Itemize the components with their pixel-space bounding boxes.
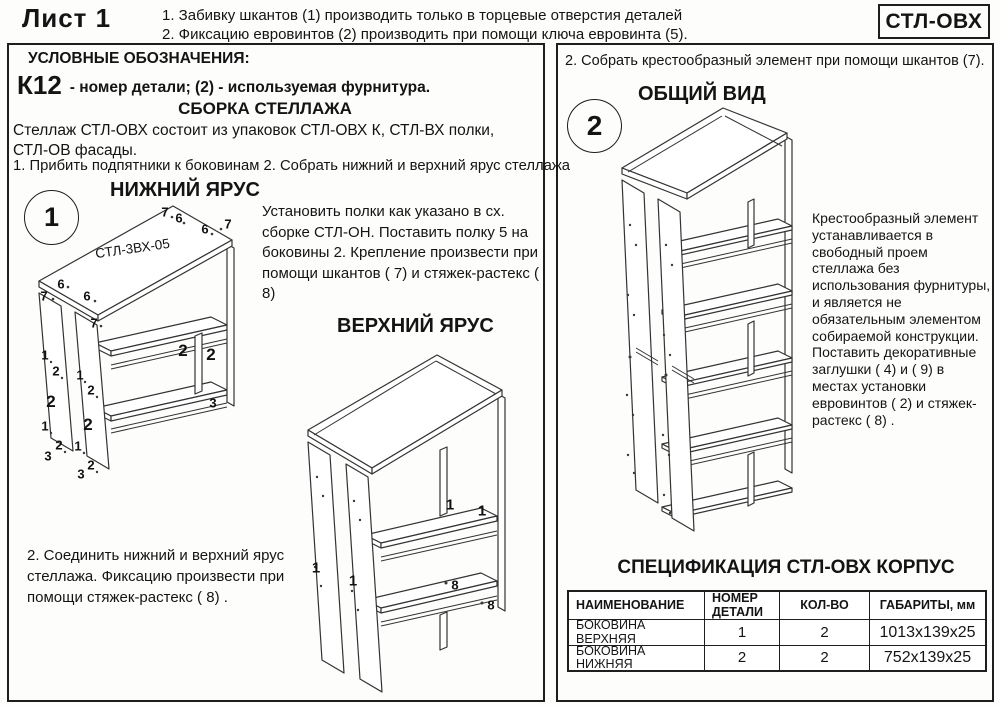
legend-part-code: К12 <box>17 70 62 100</box>
diagram-number-label: 6 <box>83 288 91 304</box>
spec-title: СПЕЦИФИКАЦИЯ СТЛ-ОВХ КОРПУС <box>617 557 955 578</box>
spec-row1-qty: 2 <box>779 619 869 645</box>
cross-element-note: Крестообразный элемент устанавливается в свободный проем стеллажа без использования фурнитуры, и является не обязательным элементом собираемой конструкции. Поставить декоративные заглушки ( 4) и ( 9) в местах установки евровинтов ( 2) и стяжек-растекс ( 8) . <box>812 210 991 428</box>
diagram-number-label: 1 <box>76 367 84 383</box>
legend-text: - номер детали; (2) - используемая фурнитура. <box>69 79 431 96</box>
upper-tier-diagram <box>290 345 545 700</box>
spec-row2-name: БОКОВИНА НИЖНЯЯ <box>569 645 704 670</box>
diagram-number-label: 1 <box>74 438 82 454</box>
legend-line <box>17 70 537 101</box>
header-note-1: 1. Забивку шкантов (1) производить только в торцевые отверстия деталей <box>162 7 683 24</box>
intro-text: Стеллаж СТЛ-ОВХ состоит из упаковок СТЛ-ОВХ К, СТЛ-ВХ полки, СТЛ-ОВ фасады. <box>13 122 495 159</box>
product-code-box <box>878 4 990 39</box>
diagram-number-label: 7 <box>224 216 232 232</box>
spec-header-part-no: НОМЕР ДЕТАЛИ <box>704 592 779 619</box>
spec-table <box>567 590 987 672</box>
diagram-number-label: 1 <box>41 347 49 363</box>
sheet-label: Лист 1 <box>22 3 112 33</box>
upper-tier-title: ВЕРХНИЙ ЯРУС <box>337 315 494 337</box>
diagram-number-label: 6 <box>201 221 209 237</box>
header-note-2: 2. Фиксацию евровинтов (2) производить при помощи ключа евровинта (5). <box>162 26 688 43</box>
diagram-number-label: 2 <box>87 457 95 473</box>
diagram-number-label: 3 <box>77 466 85 482</box>
diagram-number-label: 1 <box>311 559 321 577</box>
diagram-number-label: 2 <box>83 415 93 434</box>
product-code: СТЛ-ОВХ <box>885 9 983 33</box>
diagram-number-label: 1 <box>348 572 358 590</box>
general-view-drawing <box>600 105 810 550</box>
diagram-number-label: 3 <box>44 448 52 464</box>
step-circle-2-number: 2 <box>586 110 603 141</box>
diagram-number-label: 7 <box>161 204 169 220</box>
diagram-number-label: 7 <box>40 288 48 304</box>
diagram-number-label: 1 <box>477 502 487 520</box>
spec-row1-name: БОКОВИНА ВЕРХНЯЯ <box>569 619 704 645</box>
diagram-number-label: 2 <box>46 392 56 411</box>
join-tiers-note: 2. Соединить нижний и верхний ярус стеллажа. Фиксацию произвести при помощи стяжек-растекс ( 8) . <box>27 547 285 606</box>
diagram-number-label: 2 <box>87 382 95 398</box>
diagram-number-label: 1 <box>41 418 49 434</box>
shelf-install-note: Установить полки как указано в сх. сборке СТЛ-ОН. Поставить полку 5 на боковины 2. Крепление произвести при помощи шкантов ( 7) и стяжек-растекс ( 8) <box>262 203 540 302</box>
diagram-number-label: 6 <box>57 276 65 292</box>
step1-text: 1. Прибить подпятники к боковинам 2. Собрать нижний и верхний ярус стеллажа <box>13 158 571 174</box>
step2-text: 2. Собрать крестообразный элемент при помощи шкантов (7). <box>565 53 985 69</box>
diagram-number-label: 2 <box>178 341 188 360</box>
spec-row1-dims: 1013х139х25 <box>869 619 985 645</box>
diagram-number-label: 6 <box>175 210 183 226</box>
lower-tier-diagram <box>15 195 265 495</box>
diagram-number-label: 8 <box>451 577 459 593</box>
legend-title: УСЛОВНЫЕ ОБОЗНАЧЕНИЯ: <box>28 50 250 67</box>
spec-row2-dims: 752х139х25 <box>869 645 985 670</box>
lower-tier-title: НИЖНИЙ ЯРУС <box>110 179 260 201</box>
upper-tier-drawing <box>290 345 545 700</box>
spec-header-qty: КОЛ-ВО <box>779 592 869 619</box>
diagram-number-label: 8 <box>487 597 495 613</box>
step-circle-1-number: 1 <box>43 202 60 232</box>
diagram-number-label: 2 <box>55 437 63 453</box>
spec-row1-part-no: 1 <box>704 619 779 645</box>
spec-row2-qty: 2 <box>779 645 869 670</box>
spec-header-name: НАИМЕНОВАНИЕ <box>576 597 685 612</box>
lower-tier-part-code: СТЛ-3ВХ-05 <box>94 235 171 262</box>
assembly-title: СБОРКА СТЕЛЛАЖА <box>178 99 352 118</box>
diagram-number-label: 2 <box>52 363 60 379</box>
diagram-number-label: 2 <box>206 345 216 364</box>
diagram-number-label: 1 <box>445 496 455 514</box>
spec-header-dims: ГАБАРИТЫ, мм <box>869 592 985 619</box>
spec-row2-part-no: 2 <box>704 645 779 670</box>
diagram-number-label: 3 <box>209 395 217 411</box>
general-view-diagram <box>600 105 810 550</box>
general-view-title: ОБЩИЙ ВИД <box>638 83 766 105</box>
diagram-number-label: 7 <box>90 315 98 331</box>
